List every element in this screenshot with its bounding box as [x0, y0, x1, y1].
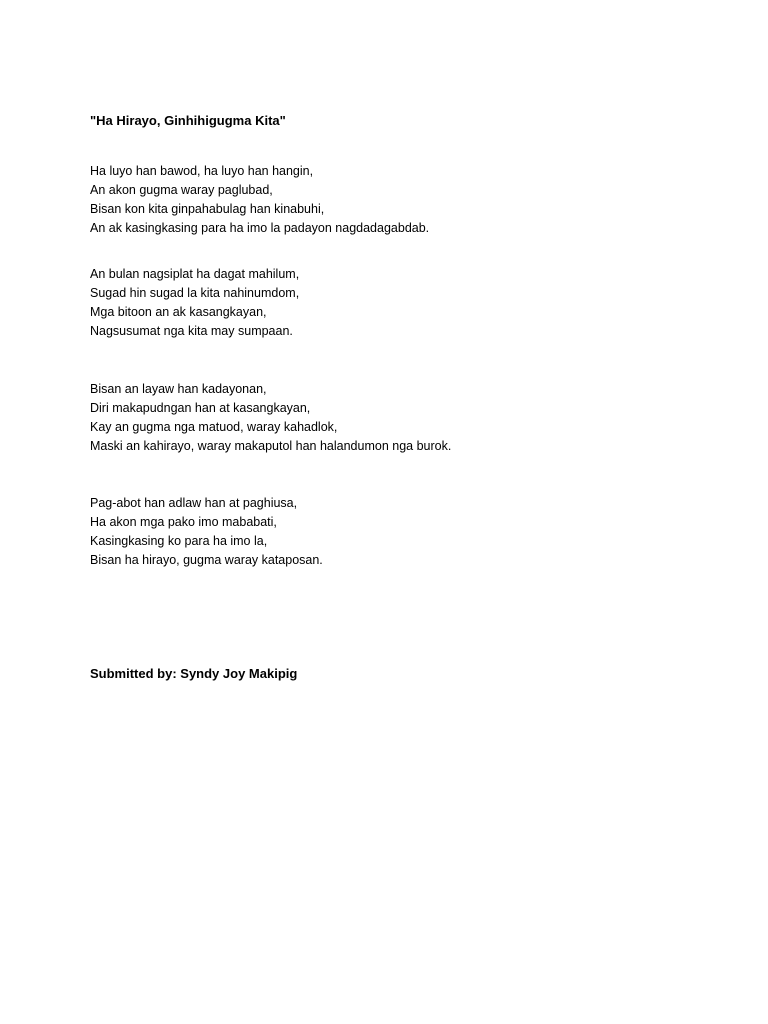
poem-line: Sugad hin sugad la kita nahinumdom,: [90, 286, 300, 300]
stanza-1: [90, 162, 429, 238]
poem-title: "Ha Hirayo, Ginhihigugma Kita": [90, 113, 286, 128]
poem-line: Bisan kon kita ginpahabulag han kinabuhi,: [90, 202, 325, 216]
poem-line: Ha luyo han bawod, ha luyo han hangin,: [90, 164, 314, 178]
stanza-4: [90, 494, 323, 570]
poem-line: Pag-abot han adlaw han at paghiusa,: [90, 496, 298, 510]
poem-line: Mga bitoon an ak kasangkayan,: [90, 305, 267, 319]
poem-line: Kasingkasing ko para ha imo la,: [90, 534, 268, 548]
poem-line: Nagsusumat nga kita may sumpaan.: [90, 324, 293, 338]
stanza-2: [90, 265, 299, 341]
poem-line: Kay an gugma nga matuod, waray kahadlok,: [90, 420, 338, 434]
poem-line: An akon gugma waray paglubad,: [90, 183, 273, 197]
poem-line: Bisan an layaw han kadayonan,: [90, 382, 267, 396]
poem-line: Maski an kahirayo, waray makaputol han halandumon nga burok.: [90, 439, 452, 453]
stanza-3: [90, 380, 451, 456]
submitted-by: Submitted by: Syndy Joy Makipig: [90, 666, 298, 681]
poem-line: Bisan ha hirayo, gugma waray kataposan.: [90, 553, 323, 567]
poem-line: Ha akon mga pako imo mababati,: [90, 515, 277, 529]
poem-line: An ak kasingkasing para ha imo la padayon nagdadagabdab.: [90, 221, 430, 235]
poem-line: An bulan nagsiplat ha dagat mahilum,: [90, 267, 300, 281]
poem-line: Diri makapudngan han at kasangkayan,: [90, 401, 311, 415]
